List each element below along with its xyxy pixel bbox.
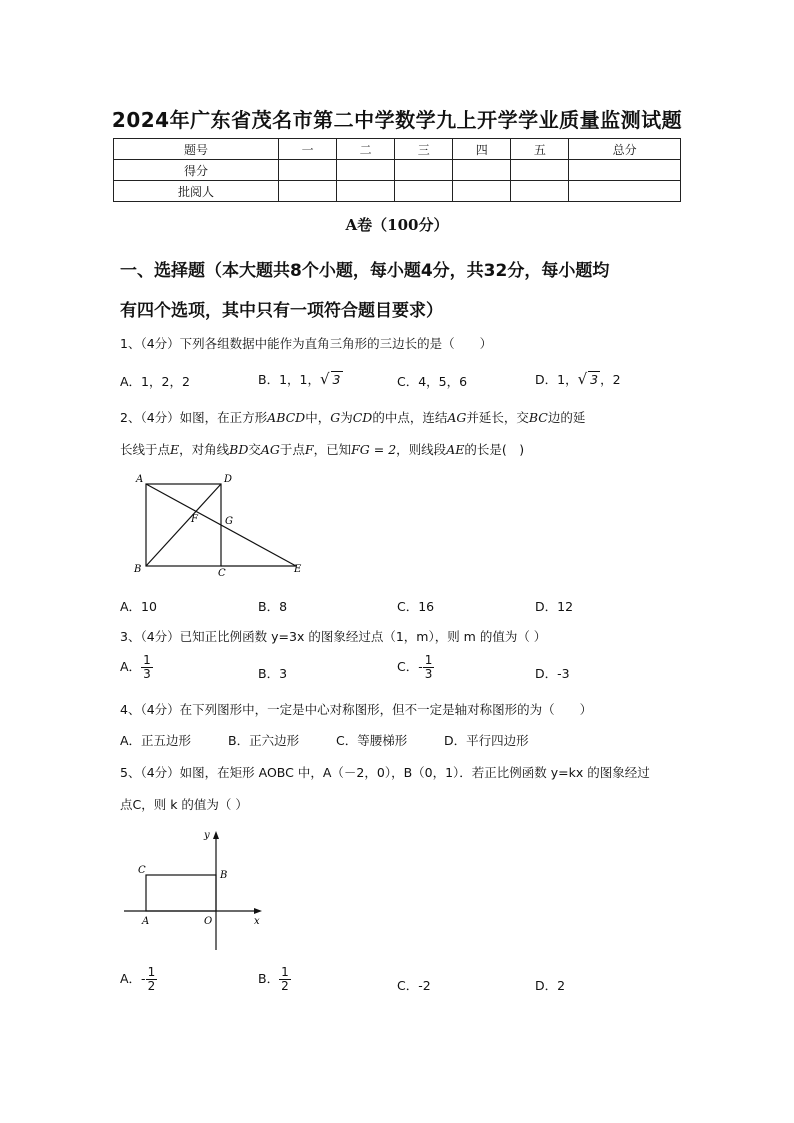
denominator: 2 [281, 979, 289, 993]
rectangle-aobc [146, 875, 216, 911]
volume-heading: A卷（100分） [345, 216, 449, 234]
denominator: 3 [143, 667, 151, 681]
text: 中， [305, 410, 331, 425]
q4-stem: 4、（4分）在下列图形中，一定是中心对称图形，但不一定是轴对称图形的为（ ） [120, 702, 593, 717]
section-heading-line1: 一、选择题（本大题共8个小题，每小题4分，共32分，每小题均 [120, 261, 610, 281]
q3-stem: 3、（4分）已知正比例函数 y=3x 的图象经过点（1，m），则 m 的值为（ ） [120, 629, 547, 644]
radical-sign: √ [577, 370, 588, 388]
label-d: D [224, 474, 233, 485]
numerator: 1 [424, 653, 433, 667]
label-b: B [134, 564, 142, 575]
score-row [114, 160, 681, 181]
var: BC [528, 410, 548, 425]
row-label: 批阅人 [114, 181, 279, 202]
label-x: x [254, 916, 260, 927]
score-cell [511, 160, 569, 181]
q5-stem-line1: 5、（4分）如图，在矩形 AOBC 中，A（－2，0），B（0，1）．若正比例函数 y=kx 的图象经过 [120, 765, 650, 780]
text: A． [120, 659, 142, 674]
fraction [423, 654, 435, 681]
label-o: O [204, 916, 213, 927]
q4-option-a: A．正五边形 [120, 733, 192, 748]
q1-option-d [535, 370, 621, 388]
var: FG = 2 [351, 442, 397, 457]
label-b: B [220, 870, 228, 881]
grader-cell [395, 181, 453, 202]
q4-option-c: C．等腰梯形 [336, 733, 408, 748]
var: AG [260, 442, 280, 457]
q1-option-b-radicand: 3 [332, 372, 341, 387]
q5-option-d: D．2 [535, 978, 566, 993]
numerator: 1 [147, 965, 156, 979]
fraction [146, 966, 158, 993]
grader-cell [453, 181, 511, 202]
row-label: 得分 [114, 160, 279, 181]
fraction [141, 654, 153, 681]
q3-option-d: D．-3 [535, 666, 570, 681]
score-cell [453, 160, 511, 181]
var: AE [446, 442, 465, 457]
q4-option-d: D．平行四边形 [444, 733, 529, 748]
numerator: 1 [281, 965, 289, 979]
header-cell: 二 [337, 139, 395, 160]
text: 并延长，交 [466, 410, 529, 425]
q3-option-a [120, 654, 153, 681]
score-table-header-row [114, 139, 681, 160]
q1-option-b-text: B．1，1， [258, 372, 320, 387]
label-c: C [138, 865, 146, 876]
text: 交 [248, 442, 261, 457]
text: C．- [397, 659, 423, 674]
grader-cell [511, 181, 569, 202]
header-cell: 总分 [569, 139, 681, 160]
q4-option-b: B．正六边形 [228, 733, 300, 748]
q5-option-c: C．-2 [397, 978, 431, 993]
q1-option-b [258, 370, 343, 388]
var: ABCD [267, 410, 306, 425]
text: 长线于点 [120, 442, 171, 457]
text: A．- [120, 971, 146, 986]
q1-option-d-radicand: 3 [590, 372, 599, 387]
q2-figure [128, 470, 318, 580]
header-cell: 五 [511, 139, 569, 160]
grader-cell [569, 181, 681, 202]
q2-option-a: A．10 [120, 599, 157, 614]
q3-option-b: B．3 [258, 666, 288, 681]
text: ，已知 [313, 442, 352, 457]
q5-option-a [120, 966, 157, 993]
q5-figure [118, 826, 268, 954]
label-y: y [204, 830, 210, 841]
q2-option-d: D．12 [535, 599, 574, 614]
q5-stem-line2: 点C，则 k 的值为（ ） [120, 797, 248, 812]
text: 为 [340, 410, 353, 425]
page-title: 2024年广东省茂名市第二中学数学九上开学学业质量监测试题 [111, 108, 683, 132]
grader-cell [279, 181, 337, 202]
var: E [170, 442, 180, 457]
text: ，对角线 [179, 442, 230, 457]
text: 2、（4分）如图，在正方形 [120, 410, 268, 425]
var: AG [447, 410, 467, 425]
var: G [330, 410, 341, 425]
diagonal-bd [146, 484, 221, 566]
y-axis-arrow-icon [213, 831, 219, 839]
radical-sign: √ [319, 370, 330, 388]
score-cell [395, 160, 453, 181]
label-a: A [136, 474, 144, 485]
q1-option-d-text: D．1， [535, 372, 578, 387]
text: 的中点，连结 [372, 410, 448, 425]
numerator: 1 [143, 653, 151, 667]
header-cell: 三 [395, 139, 453, 160]
label-f: F [191, 514, 198, 525]
var: CD [352, 410, 373, 425]
header-cell: 四 [453, 139, 511, 160]
score-table [113, 138, 681, 202]
text: 的长是( ) [464, 442, 525, 457]
denominator: 3 [424, 667, 433, 681]
q3-option-c [397, 654, 434, 681]
grader-row [114, 181, 681, 202]
label-a: A [142, 916, 150, 927]
denominator: 2 [147, 979, 156, 993]
score-cell [337, 160, 395, 181]
q1-stem: 1、（4分）下列各组数据中能作为直角三角形的三边长的是（ ） [120, 336, 493, 351]
q1-option-d-tail: ，2 [600, 372, 621, 387]
var: BD [229, 442, 249, 457]
text: B． [258, 971, 280, 986]
q1-option-c: C．4，5，6 [397, 374, 468, 389]
label-g: G [225, 516, 233, 527]
label-c: C [218, 568, 226, 579]
q2-stem-line1 [120, 408, 690, 426]
var: F [304, 442, 314, 457]
q1-option-a: A．1，2，2 [120, 374, 190, 389]
q2-option-b: B．8 [258, 599, 288, 614]
label-e: E [294, 564, 302, 575]
q2-option-c: C．16 [397, 599, 435, 614]
q2-stem-line2 [120, 440, 690, 458]
header-cell: 题号 [114, 139, 279, 160]
q5-option-b [258, 966, 291, 993]
score-cell [569, 160, 681, 181]
text: 边的延 [547, 410, 586, 425]
score-cell [279, 160, 337, 181]
fraction [279, 966, 291, 993]
text: ，则线段 [396, 442, 447, 457]
text: 于点 [279, 442, 305, 457]
header-cell: 一 [279, 139, 337, 160]
grader-cell [337, 181, 395, 202]
section-heading-line2: 有四个选项，其中只有一项符合题目要求） [120, 301, 443, 321]
x-axis-arrow-icon [254, 908, 262, 914]
